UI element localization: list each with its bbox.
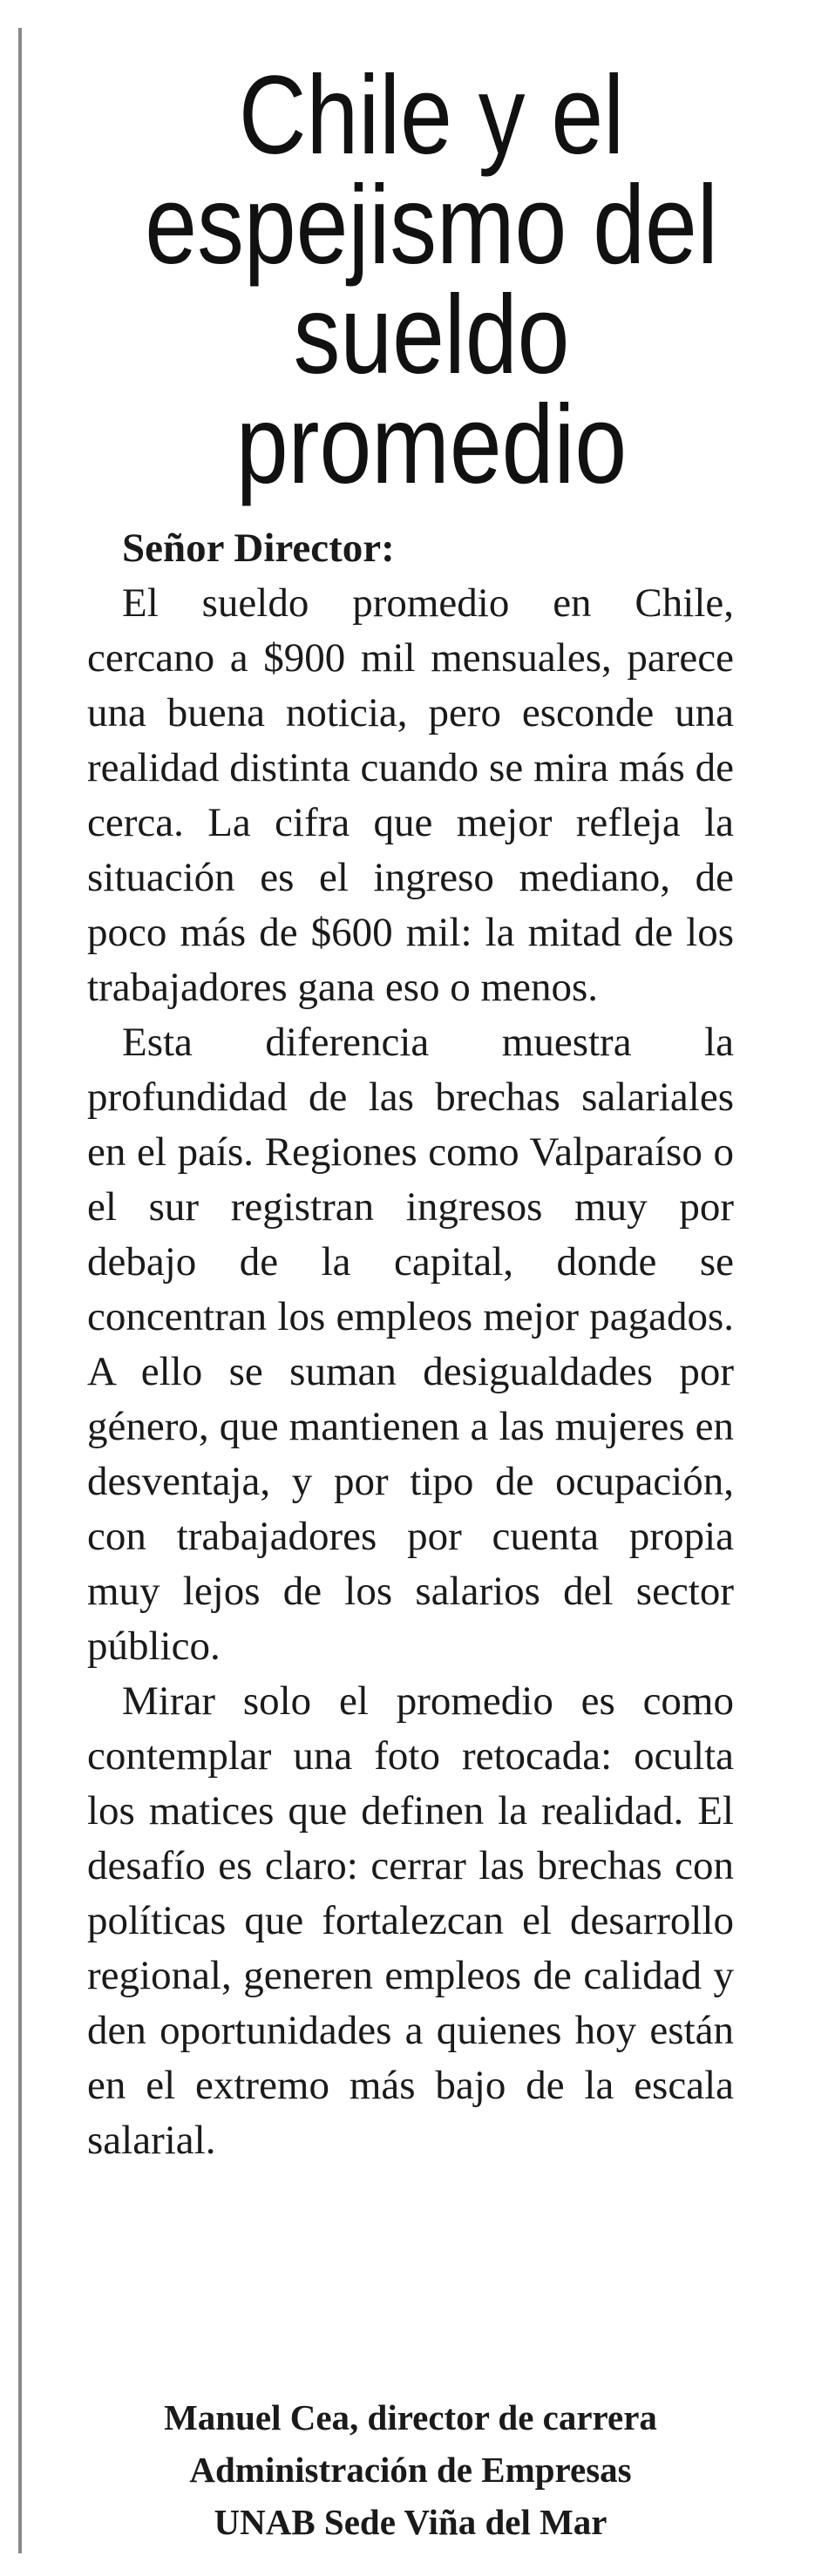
signature-program: Administración de Empresas xyxy=(189,2450,632,2490)
letter-paragraph-3: Mirar solo el promedio es como contemplar una foto retocada: oculta los matices que definen la realidad. El desafío es claro: cerrar las brechas con políticas que fortalezcan el desarrollo regional, generen empleos de calidad y den oportunidades a quienes hoy están en el extremo más bajo de la escala salarial. xyxy=(87,1678,734,2163)
signature-name: Manuel Cea, director de carrera xyxy=(164,2397,657,2437)
salutation: Señor Director: xyxy=(122,525,395,571)
headline: Chile y el espejismo del sueldo promedio xyxy=(145,53,718,507)
letter-body xyxy=(87,521,734,2168)
letter-paragraph-1: El sueldo promedio en Chile, cercano a $900 mil mensuales, parece una buena noticia, pero esconde una realidad distinta cuando se mira más de cerca. La cifra que mejor refleja la situación es el ingreso mediano, de poco más de $600 mil: la mitad de los trabajadores gana eso o menos. xyxy=(87,580,734,1010)
signature-block xyxy=(87,2391,734,2548)
column-rule xyxy=(18,28,22,2553)
signature-institution: UNAB Sede Viña del Mar xyxy=(214,2502,607,2542)
letter-paragraph-2: Esta diferencia muestra la profundidad de las brechas salariales en el país. Regiones como Valparaíso o el sur registran ingresos muy por debajo de la capital, donde se concentran los empleos mejor pagados. A ello se suman desigualdades por género, que mantienen a las mujeres en desventaja, y por tipo de ocupación, con trabajadores por cuenta propia muy lejos de los salarios del sector público. xyxy=(87,1020,734,1669)
